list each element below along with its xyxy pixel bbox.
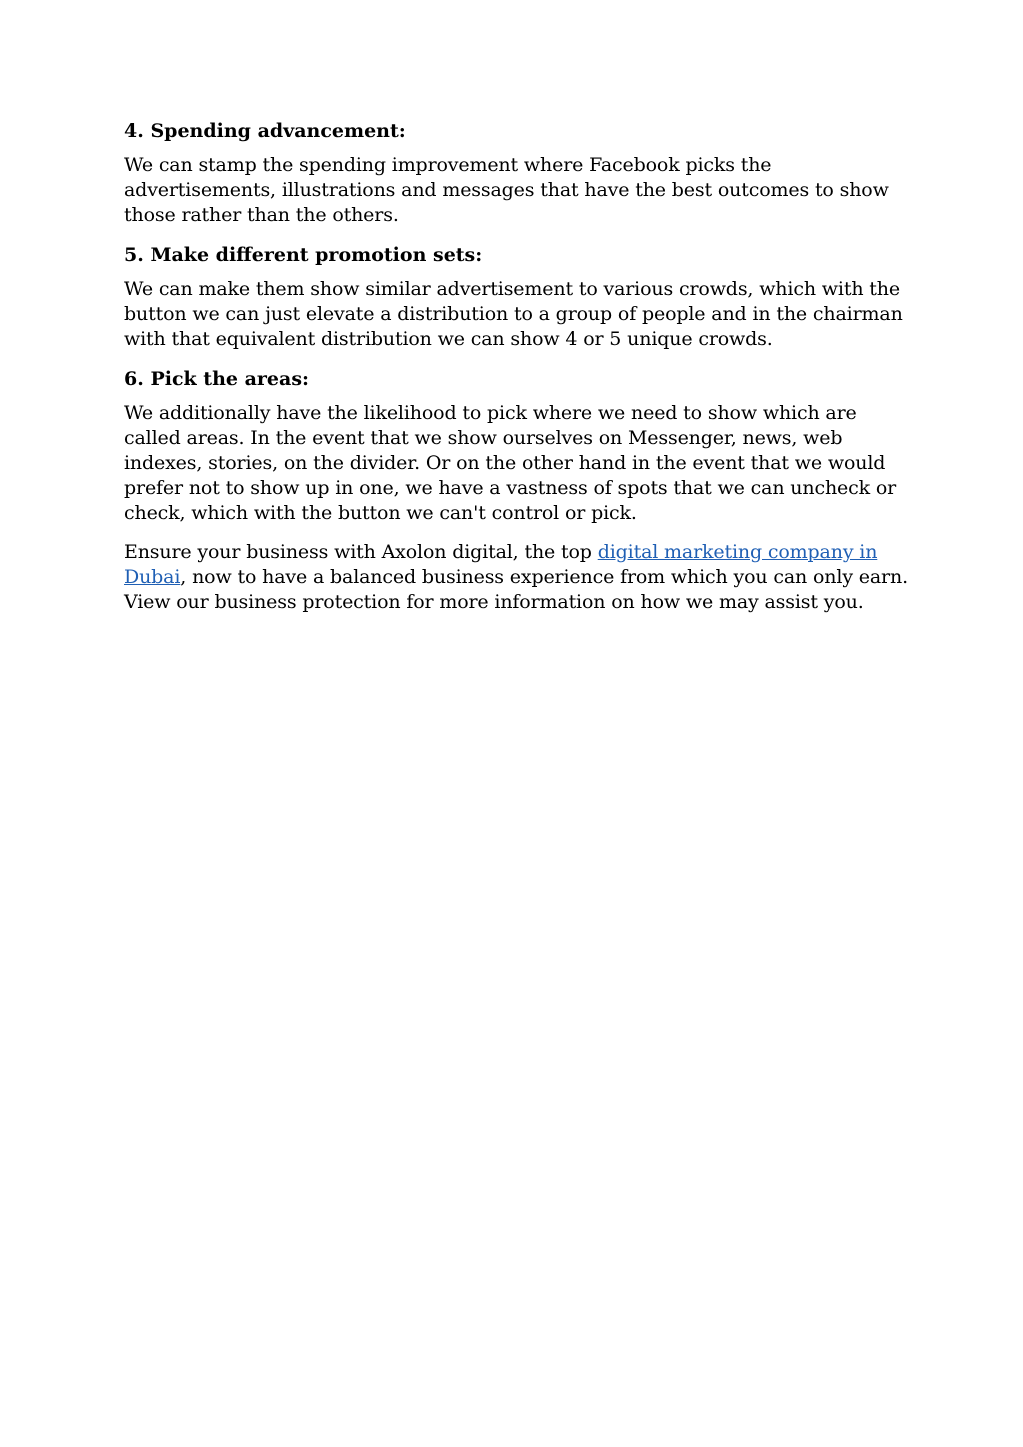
- section-4-heading: 4. Spending advancement:: [124, 120, 406, 142]
- closing-text-after-link: , now to have a balanced business experience from which you can only earn. View our business protection for more information on how we may assist you.: [124, 566, 908, 613]
- section-5-body: We can make them show similar advertisement to various crowds, which with the button we can just elevate a distribution to a group of people and in the chairman with that equivalent distribution we can show 4 or 5 unique crowds.: [124, 278, 903, 350]
- section-5-heading: 5. Make different promotion sets:: [124, 244, 483, 266]
- section-4-body: We can stamp the spending improvement where Facebook picks the advertisements, illustrations and messages that have the best outcomes to show those rather than the others.: [124, 154, 889, 226]
- digital-marketing-company-link[interactable]: digital marketing company in Dubai: [124, 541, 878, 588]
- document-page: [124, 118, 914, 629]
- section-6-heading: 6. Pick the areas:: [124, 368, 310, 390]
- section-6-body: We additionally have the likelihood to pick where we need to show which are called areas. In the event that we show ourselves on Messenger, news, web indexes, stories, on the divider. Or on the other hand in the event that we would prefer not to show up in one, we have a vastness of spots that we can uncheck or check, which with the button we can't control or pick.: [124, 402, 897, 524]
- closing-paragraph: [124, 540, 914, 615]
- closing-text-before-link: Ensure your business with Axolon digital, the top: [124, 541, 598, 563]
